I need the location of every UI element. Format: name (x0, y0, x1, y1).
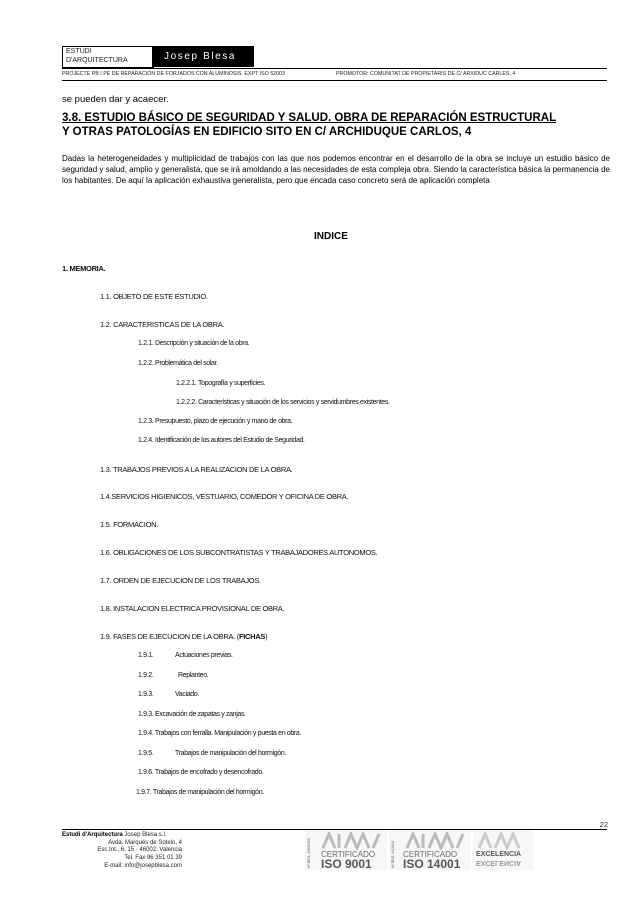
toc-item-1-6: 1.6. OBLIGACIONES DE LOS SUBCONTRATISTAS Y TRABAJADORES AUTONOMOS. (100, 548, 378, 557)
toc-item-1-2-1: 1.2.1. Descripción y situación de la obra. (138, 340, 250, 347)
excellence-badge (473, 830, 533, 870)
iso-14001-certificate (389, 830, 471, 870)
toc-item-1-9-4: 1.9.4. Trabajos con ferralla. Manipulación y puesta en obra. (138, 730, 302, 737)
cert-registration: Nº REG. 49020/9/3 (307, 838, 311, 868)
firm-label-box (62, 46, 154, 68)
toc-text: Replanteo. (178, 672, 209, 679)
toc-number: 1.9.1. (138, 652, 154, 659)
footer-email: E-mail: info@josepblesa.com (104, 862, 182, 869)
toc-item-1-9-fichas: FICHAS (238, 632, 266, 641)
certification-logo-icon (403, 832, 469, 850)
toc-number: 1.9.5. (138, 750, 154, 757)
header-divider (62, 68, 607, 69)
cert-standard: ISO 14001 (403, 857, 461, 870)
cert-standard: ISO 9001 (321, 857, 372, 870)
cert-registration: Nº REG. 04/2003 (391, 841, 395, 868)
toc-item-1-9-6: 1.9.6. Trabajos de encofrado y desencofrado. (138, 769, 264, 776)
index-heading: INDICE (314, 231, 348, 242)
firm-name-box (152, 46, 254, 67)
toc-item-1-5: 1.5. FORMACION. (100, 520, 159, 529)
firm-name: Josep Blesa (164, 51, 237, 62)
section-title (62, 111, 610, 139)
cert-label: CERTIFICADO (321, 850, 376, 859)
continued-text: se pueden dar y acaecer. (62, 94, 169, 105)
toc-item-1-9-close: ) (265, 632, 268, 641)
toc-item-1: 1. MEMORIA. (62, 264, 106, 273)
toc-item-1-9-3b: 1.9.3. Excavación de zapatas y zanjas. (138, 711, 246, 718)
iso-9001-certificate (305, 830, 387, 870)
header-divider-2 (62, 80, 607, 81)
toc-text: Vaciado. (175, 691, 199, 698)
toc-item-1-2-3: 1.2.3. Presupuesto, plazo de ejecución y mano de obra. (138, 418, 293, 425)
footer-city: Esc.Int., 6, 15 · 46002. Valencia (97, 847, 182, 854)
toc-item-1-1: 1.1. OBJETO DE ESTE ESTUDIO. (100, 292, 208, 301)
section-title-line2: Y OTRAS PATOLOGÍAS EN EDIFICIO SITO EN C/ ARCHIDUQUE CARLOS, 4 (62, 126, 472, 138)
firm-label-line1: ESTUDI (66, 48, 92, 55)
toc-item-1-8: 1.8. INSTALACION ELECTRICA PROVISIONAL DE OBRA. (100, 604, 285, 613)
excellence-text: EXCELENCIA (476, 851, 522, 858)
footer-phone: Tel. Fax 96 351 01 39 (124, 855, 182, 862)
footer-street: Avda. Marqués de Sotelo, 4 (108, 839, 182, 846)
toc-item-1-9-1 (138, 652, 233, 659)
toc-text: Trabajos de manipulación del hormigón. (175, 750, 286, 757)
toc-number: 1.9.2. (138, 672, 154, 679)
footer-firm-bold: Estudi d'Arquitectura (62, 832, 123, 838)
toc-item-1-2-2-1: 1.2.2.1. Topografía y superficies. (176, 380, 266, 387)
toc-item-1-2-2-2: 1.2.2.2. Características y situación de los servicios y servidumbres existentes. (176, 399, 390, 406)
toc-item-1-9-5 (138, 750, 286, 757)
toc-item-1-9-2 (138, 672, 208, 679)
toc-item-1-9-text: 1.9. FASES DE EJECUCION DE LA OBRA. ( (100, 632, 239, 641)
toc-item-1-2-2: 1.2.2. Problemática del solar. (138, 360, 218, 367)
toc-item-1-7: 1.7. ORDEN DE EJECUCION DE LOS TRABAJOS. (100, 576, 261, 585)
project-line: PROJECTE PB I PE DE REPARACIÓN DE FORJADOS CON ALUMINOSIS. EXPT ISO 52003 (62, 71, 285, 77)
footer-firm-rest: Josep Blesa s.l. (122, 832, 167, 838)
toc-item-1-4: 1.4.SERVICIOS HIGIENICOS, VESTUARIO, COMEDOR Y OFICINA DE OBRA. (100, 492, 349, 501)
toc-item-1-2-4: 1.2.4. Identificación de los autores del Estudio de Seguridad. (138, 437, 305, 444)
toc-item-1-3: 1.3. TRABAJOS PREVIOS A LA REALIZACION DE LA OBRA. (100, 465, 293, 474)
promoter-line: PROMOTOR: COMUNITAT DE PROPIETARIS DE C/ ARXIDUC CARLES, 4 (336, 71, 516, 77)
toc-item-1-9-3 (138, 691, 199, 698)
footer-address (62, 832, 182, 871)
intro-paragraph: Dadas la heterogeneidades y multiplicidad de trabajos con las que nos podemos encontrar en el desarrollo de la obra se incluye un estudio básico de seguridad y salud, amplio y generalista, que se irá amoldando a las necesidades de esta compleja obra. Siendo la característica básica la permanencia de los habitantes. De aquí la aplicación exhaustiva generalista, pero que encada caso concreto será de aplicación completa (62, 154, 610, 185)
cert-label: CERTIFICADO (403, 850, 458, 859)
excellence-reflection: EXCELENCIA (476, 859, 522, 866)
excellence-logo-icon (477, 832, 529, 850)
firm-label-line2: D'ARQUITECTURA (66, 57, 128, 64)
page-number: 22 (599, 820, 608, 829)
toc-item-1-9 (100, 632, 267, 641)
certification-logo-icon (319, 832, 385, 850)
toc-item-1-2: 1.2. CARACTERISTICAS DE LA OBRA. (100, 320, 225, 329)
toc-number: 1.9.3. (138, 691, 154, 698)
toc-item-1-9-7: 1.9.7. Trabajos de manipulación del hormigón. (136, 789, 264, 796)
section-title-line1: 3.8. ESTUDIO BÁSICO DE SEGURIDAD Y SALUD. OBRA DE REPARACIÓN ESTRUCTURAL (62, 112, 557, 124)
toc-text: Actuaciones previas. (175, 652, 233, 659)
